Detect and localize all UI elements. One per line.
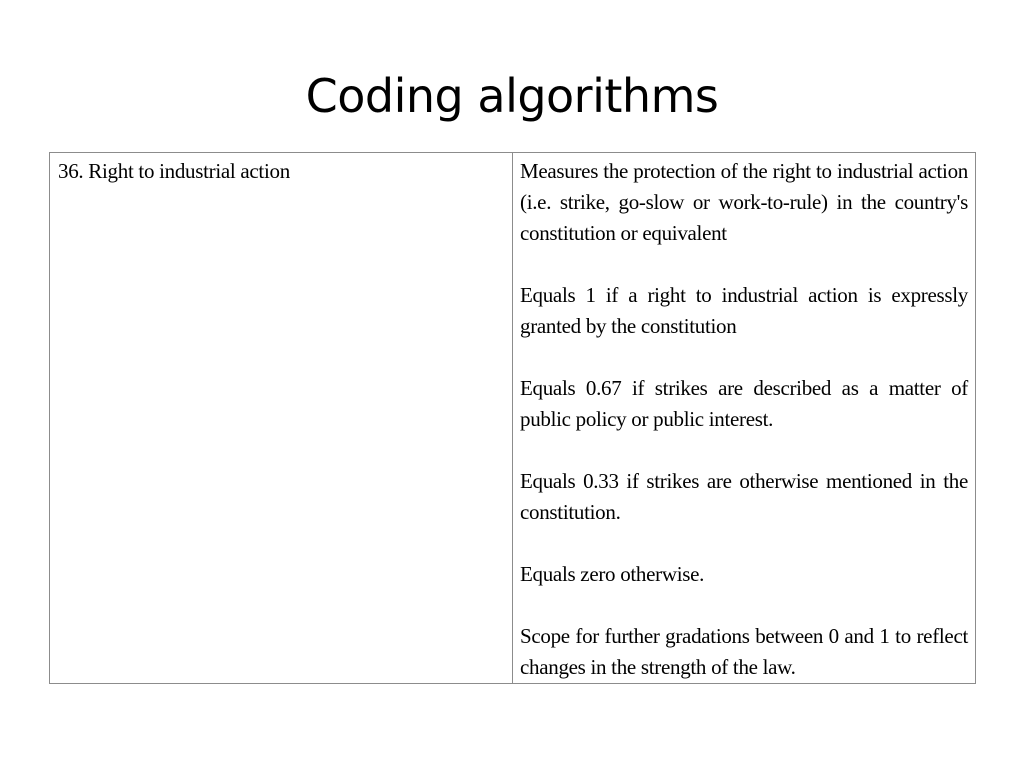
table-row — [50, 153, 976, 684]
indicator-name-cell — [50, 153, 513, 684]
description-paragraph: Scope for further gradations between 0 and 1 to reflect changes in the strength of the law. — [520, 624, 968, 679]
indicator-description — [513, 153, 975, 683]
indicator-name: 36. Right to industrial action — [58, 159, 290, 183]
description-paragraph: Equals 0.33 if strikes are otherwise mentioned in the constitution. — [520, 469, 968, 524]
slide-title: Coding algorithms — [305, 69, 719, 123]
description-paragraph: Measures the protection of the right to industrial action (i.e. strike, go-slow or work-to-rule) in the country's constitution or equivalent — [520, 159, 968, 245]
description-paragraph: Equals 1 if a right to industrial action is expressly granted by the constitution — [520, 283, 968, 338]
indicator-description-cell — [513, 153, 976, 684]
description-paragraph: Equals zero otherwise. — [520, 562, 705, 586]
description-paragraph: Equals 0.67 if strikes are described as a matter of public policy or public interest. — [520, 376, 968, 431]
coding-table — [49, 152, 976, 684]
